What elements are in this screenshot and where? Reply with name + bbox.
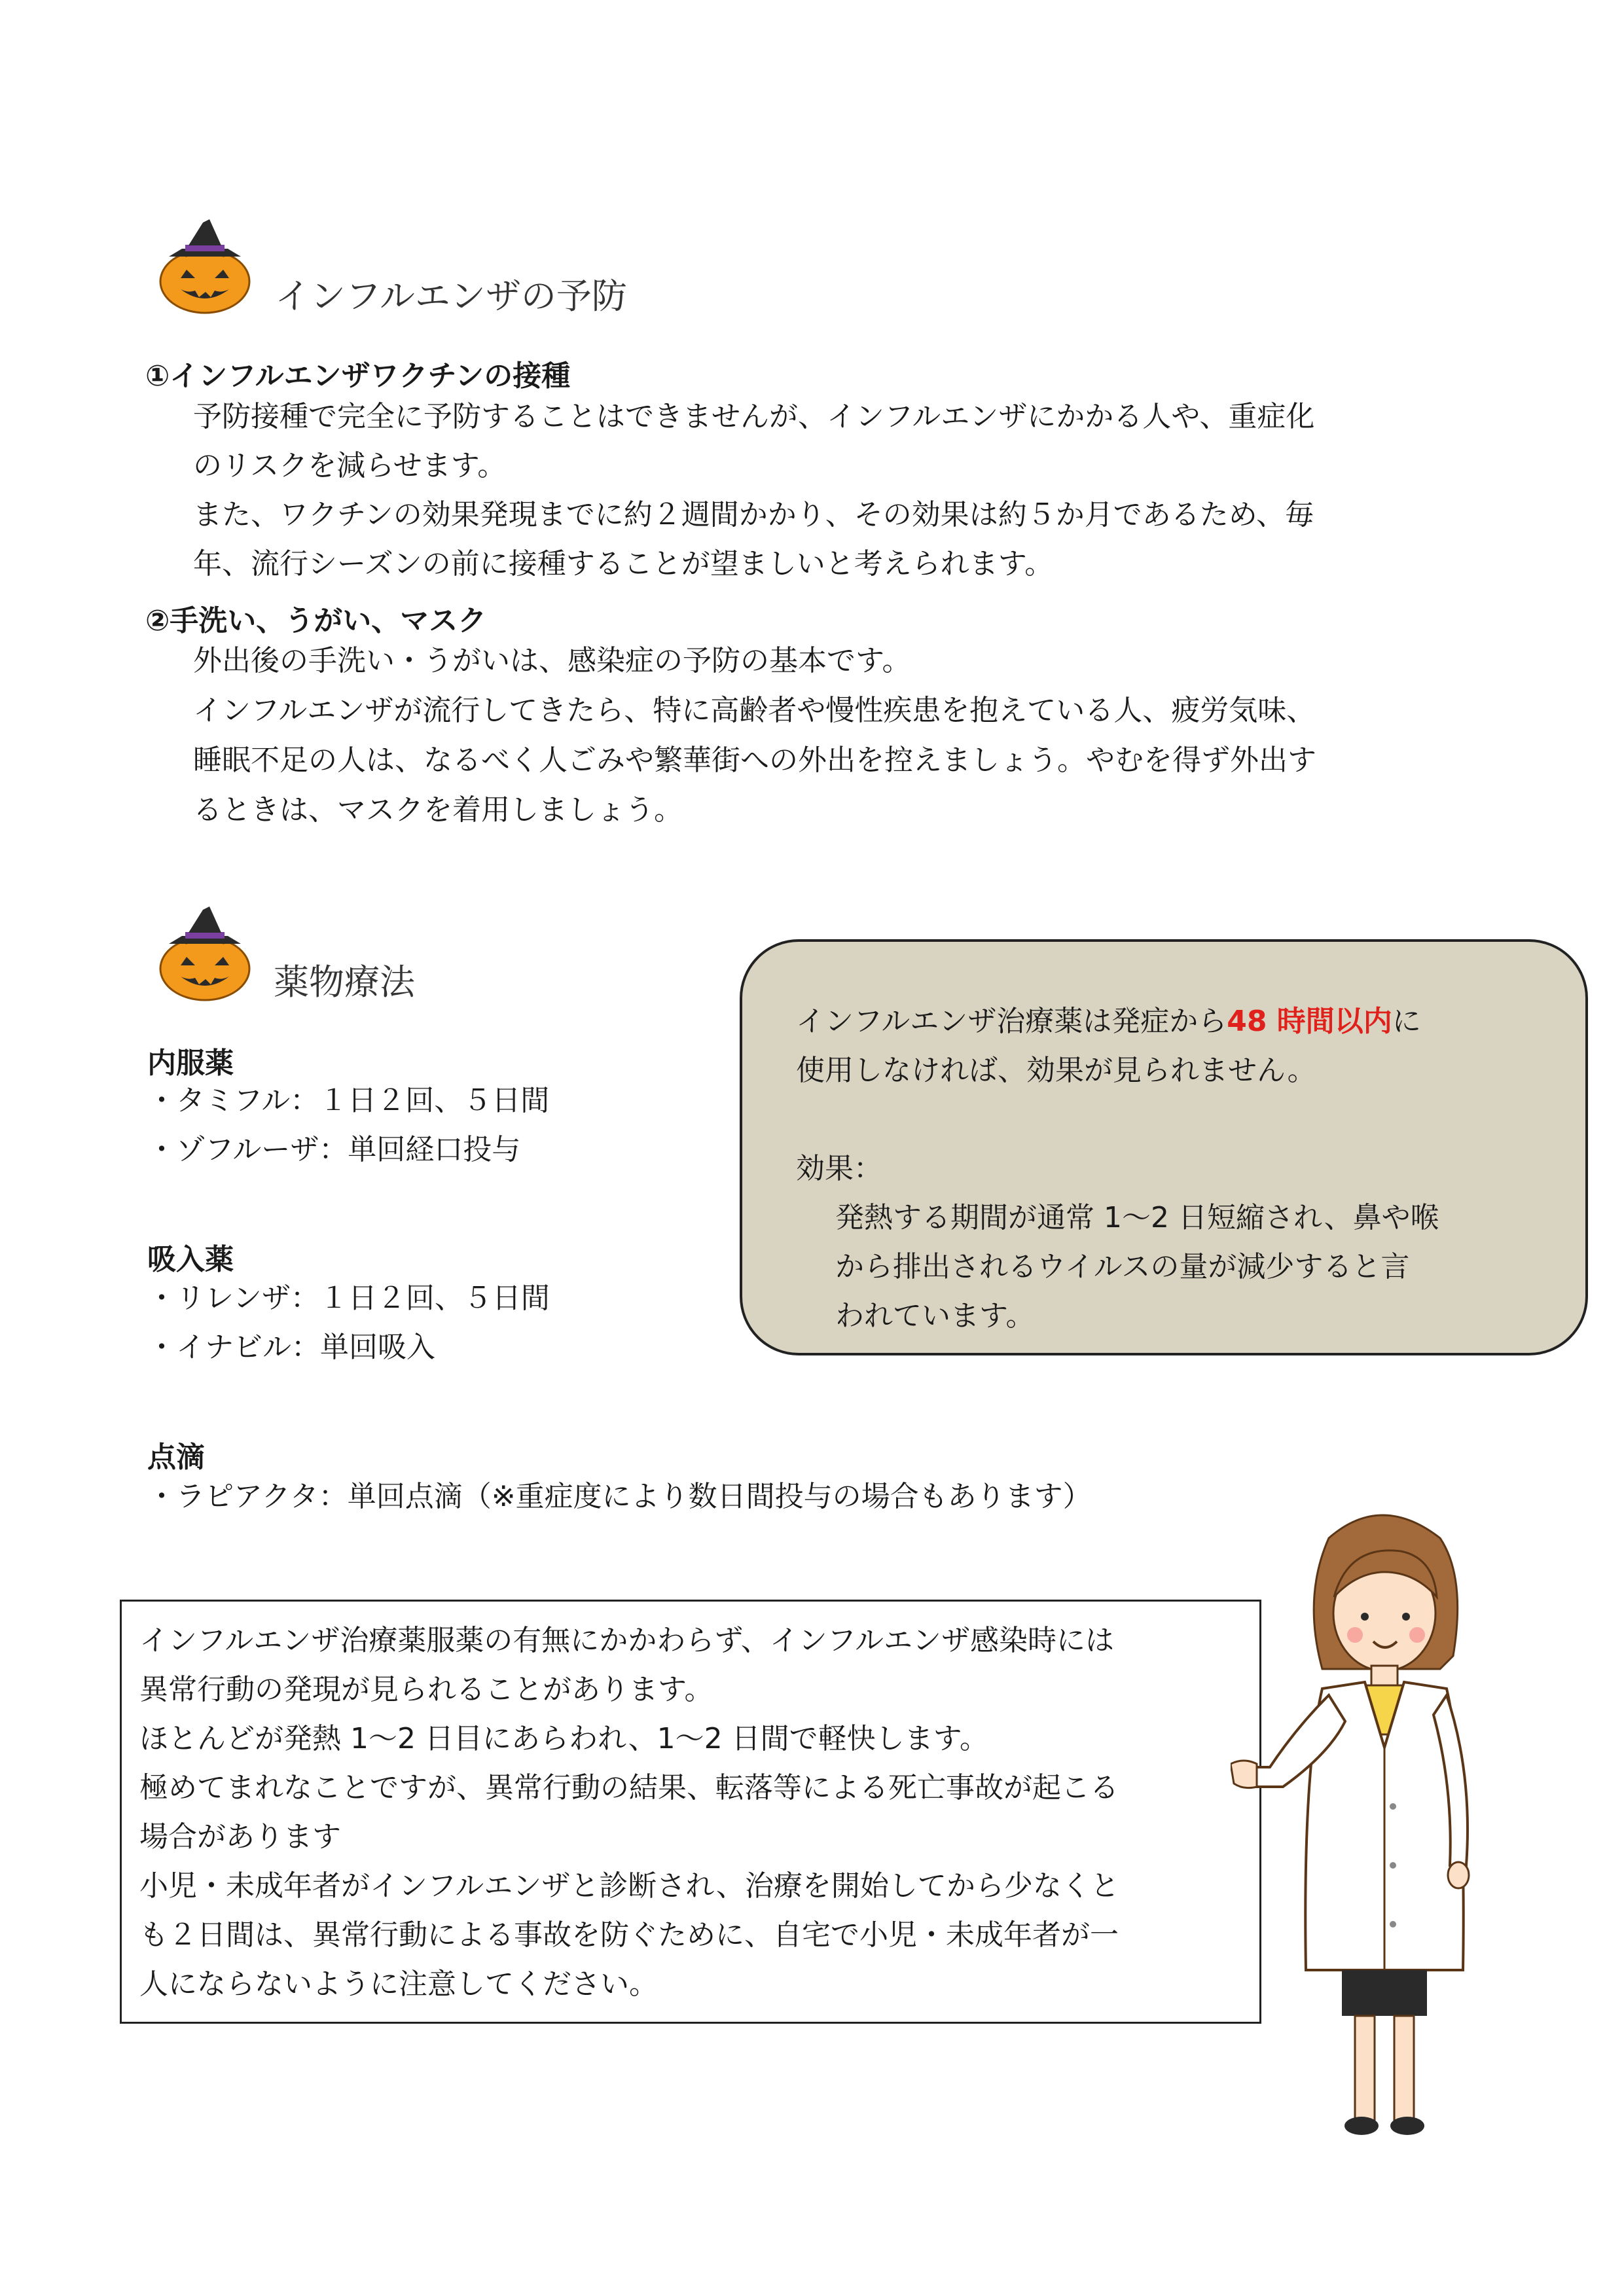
hygiene-text-line: インフルエンザが流行してきたら、特に高齢者や慢性疾患を抱えている人、疲労気味、: [193, 694, 1316, 727]
note-line-2: 使用しなければ、効果が見られません。: [796, 1054, 1316, 1087]
effect-line: われています。: [835, 1299, 1035, 1333]
effect-line: から排出されるウイルスの量が減少すると言: [835, 1250, 1410, 1283]
warning-line: 極めてまれなことですが、異常行動の結果、転落等による死亡事故が起こる: [139, 1771, 1119, 1804]
warning-line: 人にならないように注意してください。: [139, 1967, 658, 2001]
warning-line: インフルエンザ治療薬服薬の有無にかかわらず、インフルエンザ感染時には: [139, 1624, 1114, 1657]
pumpkin-witch-hat-icon: [156, 216, 254, 314]
medicine-item: ・ラピアクタ：単回点滴（※重症度により数日間投与の場合もあります）: [147, 1480, 1092, 1513]
section-title-medication: 薬物療法: [274, 961, 415, 1003]
section-title-prevention: インフルエンザの予防: [275, 276, 627, 317]
warning-line: 異常行動の発現が見られることがあります。: [139, 1673, 713, 1706]
medicine-item: ・ゾフルーザ：単回経口投与: [147, 1133, 521, 1166]
warning-line: 小児・未成年者がインフルエンザと診断され、治療を開始してから少なくと: [139, 1869, 1119, 1903]
treatment-note-box: [740, 939, 1588, 1355]
effect-label: 効果：: [796, 1152, 882, 1185]
doctor-woman-illustration: [1231, 1499, 1532, 2147]
hygiene-text-line: 外出後の手洗い・うがいは、感染症の予防の基本です。: [193, 644, 911, 677]
vaccine-text-line: 年、流行シーズンの前に接種することが望ましいと考えられます。: [193, 547, 1054, 581]
warning-line: も２日間は、異常行動による事故を防ぐために、自宅で小児・未成年者が一: [139, 1918, 1119, 1952]
medicine-item: ・タミフル：１日２回、５日間: [147, 1084, 550, 1117]
abnormal-behavior-warning-box: [120, 1600, 1261, 2024]
vaccine-text-line: 予防接種で完全に予防することはできませんが、インフルエンザにかかる人や、重症化: [193, 400, 1315, 433]
hygiene-text-line: 睡眠不足の人は、なるべく人ごみや繁華街への外出を控えましょう。やむを得ず外出す: [193, 744, 1316, 777]
heading-inhaled-medicine: 吸入薬: [147, 1243, 234, 1276]
medicine-item: ・リレンザ：１日２回、５日間: [147, 1282, 550, 1315]
warning-line: 場合があります: [139, 1820, 341, 1854]
note-line-1: [796, 1007, 1421, 1036]
pumpkin-witch-hat-icon: [156, 903, 254, 1001]
heading-drip-medicine: 点滴: [147, 1441, 205, 1474]
note-text: インフルエンザ治療薬は発症から: [796, 1005, 1227, 1038]
item-heading-hygiene: ②手洗い、うがい、マスク: [145, 604, 487, 637]
vaccine-text-line: また、ワクチンの効果発現までに約２週間かかり、その効果は約５か月であるため、毎: [193, 498, 1314, 531]
warning-line: ほとんどが発熱 1〜2 日目にあらわれ、1〜2 日間で軽快します。: [139, 1722, 989, 1755]
effect-line: 発熱する期間が通常 1〜2 日短縮され、鼻や喉: [835, 1201, 1439, 1234]
vaccine-text-line: のリスクを減らせます。: [193, 449, 507, 482]
medicine-item: ・イナビル：単回吸入: [147, 1331, 435, 1364]
time-limit-highlight: 48 時間以内: [1227, 1005, 1392, 1038]
item-heading-vaccine: ①インフルエンザワクチンの接種: [145, 359, 571, 393]
note-text: に: [1392, 1005, 1421, 1038]
heading-oral-medicine: 内服薬: [147, 1047, 234, 1080]
hygiene-text-line: るときは、マスクを着用しましょう。: [193, 793, 683, 827]
